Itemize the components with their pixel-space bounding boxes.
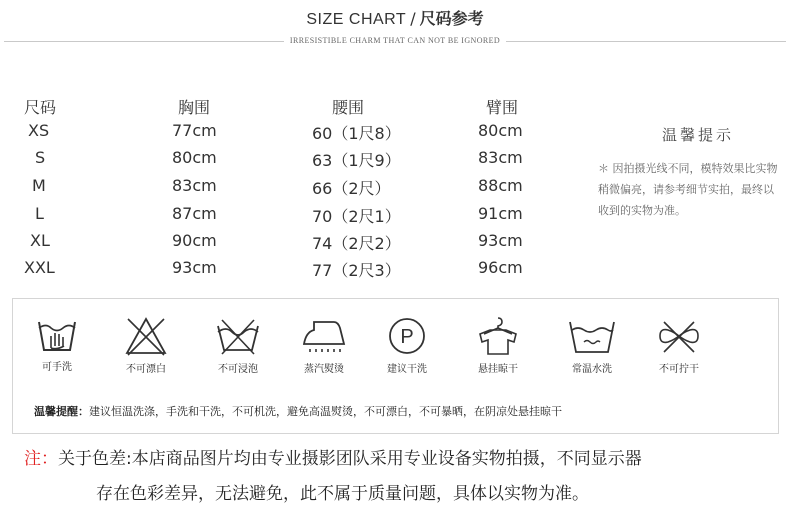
title-english: SIZE CHART [306, 11, 407, 28]
care-label: 不可漂白 [126, 364, 166, 375]
cell-waist: 66（2尺） [312, 179, 391, 198]
care-label: 悬挂晾干 [478, 364, 518, 375]
hand-wash-icon [36, 316, 78, 354]
care-tip-label: 温馨提醒： [34, 405, 89, 418]
cell-size: XS [28, 121, 50, 140]
no-wring-icon [654, 316, 704, 356]
cell-chest: 83cm [172, 176, 217, 195]
cell-chest: 80cm [172, 148, 217, 167]
cell-waist: 63（1尺9） [312, 151, 401, 170]
svg-text:P: P [400, 326, 414, 348]
cell-waist: 77（2尺3） [312, 261, 401, 280]
cell-size: M [32, 176, 46, 195]
cell-chest: 87cm [172, 204, 217, 223]
color-note-line-1 [24, 444, 642, 469]
cell-waist: 74（2尺2） [312, 234, 401, 253]
cell-arm: 88cm [478, 176, 523, 195]
color-note-line-2: 存在色彩差异，无法避免，此不属于质量问题，具体以实物为准。 [96, 484, 589, 504]
care-item [458, 316, 538, 375]
cell-size: S [35, 148, 46, 167]
no-soak-icon [214, 316, 262, 356]
title-separator: / [410, 9, 416, 28]
care-item [552, 316, 632, 375]
cell-size: L [35, 204, 44, 223]
care-label: 建议干洗 [387, 364, 427, 375]
hang-dry-icon [474, 316, 522, 356]
care-item [198, 316, 278, 375]
cell-arm: 96cm [478, 258, 523, 277]
color-note-label: 注： [24, 449, 58, 469]
care-tip-text: 建议恒温洗涤，手洗和干洗，不可机洗，避免高温熨烫，不可漂白，不可暴晒，在阴凉处悬挂晾干 [89, 405, 562, 418]
cell-waist: 60（1尺8） [312, 124, 401, 143]
care-tip [34, 403, 562, 419]
cell-size: XL [30, 231, 50, 250]
care-label: 不可浸泡 [218, 364, 258, 375]
cell-waist: 70（2尺1） [312, 207, 401, 226]
care-item [17, 316, 97, 373]
dry-clean-icon [386, 316, 428, 356]
subtitle-text: IRRESISTIBLE CHARM THAT CAN NOT BE IGNORED [284, 36, 506, 45]
header-chest: 胸围 [178, 98, 211, 117]
care-item [106, 316, 186, 375]
cell-arm: 93cm [478, 231, 523, 250]
no-bleach-icon [124, 316, 168, 356]
care-item [639, 316, 719, 375]
care-label: 常温水洗 [572, 364, 612, 375]
notice-body: ＊ 因拍摄光线不同，模特效果比实物稍微偏亮，请参考细节实拍，最终以收到的实物为准。 [598, 162, 778, 217]
page-title [0, 6, 790, 29]
care-item [284, 316, 364, 375]
cell-arm: 83cm [478, 148, 523, 167]
cell-chest: 77cm [172, 121, 217, 140]
notice-title: 温馨提示 [662, 126, 735, 144]
header-arm: 臂围 [486, 98, 519, 117]
care-label: 蒸汽熨烫 [304, 364, 344, 375]
cell-arm: 91cm [478, 204, 523, 223]
cell-chest: 90cm [172, 231, 217, 250]
care-label: 不可拧干 [659, 364, 699, 375]
title-chinese: 尺码参考 [419, 9, 484, 28]
warm-wash-icon [566, 316, 618, 356]
cell-arm: 80cm [478, 121, 523, 140]
care-item [367, 316, 447, 375]
subtitle [0, 36, 790, 45]
cell-size: XXL [24, 258, 55, 277]
steam-iron-icon [300, 316, 348, 356]
header-waist: 腰围 [332, 98, 365, 117]
color-note-text-1: 关于色差:本店商品图片均由专业摄影团队采用专业设备实物拍摄，不同显示器 [58, 449, 642, 469]
care-label: 可手洗 [42, 362, 72, 373]
cell-chest: 93cm [172, 258, 217, 277]
header-size: 尺码 [24, 98, 57, 117]
